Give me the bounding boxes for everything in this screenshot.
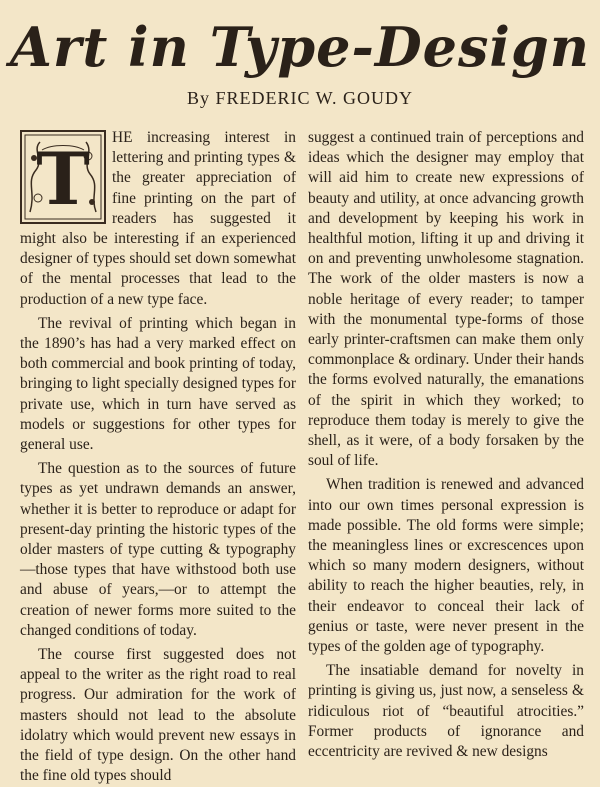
paragraph: HE increasing interest in lettering and printing types & the greater appreciation of fine printing on the part of readers has suggested it might also be interesting if an experienced designer of types should set down somewhat of the mental processes that lead to the production of a new type face. bbox=[20, 129, 296, 308]
author-byline: By FREDERIC W. GOUDY bbox=[186, 88, 414, 108]
drop-cap-letter: T bbox=[36, 136, 90, 221]
left-column bbox=[20, 128, 296, 785]
paragraph: suggest a continued train of perceptions and ideas which the designer may employ that will aid him to create new expressions of beauty and utility, at once advancing growth and development by keeping his work in healthful motion, lifting it up and driving it on and preventing unwholesome stagnation. The work of the older masters is now a noble heritage of every reader; to tamper with the monumental type-forms of those early printer-craftsmen can make them only commonplace & ordinary. Under their hands the forms evolved naturally, the emanations of the spirit in which they worked; to reproduce them today is merely to give the shell, as it were, of a body forsaken by the soul of life. bbox=[308, 129, 584, 470]
ornamental-drop-cap-icon bbox=[20, 130, 106, 224]
article-title: Art in Type-Design bbox=[10, 15, 590, 79]
paragraph: The question as to the sources of future types as yet undrawn demands an answer, whether it is better to reproduce or adapt for present-day printing the historic types of the older masters of type cutting & typography—those types that have withstood both use and abuse of years,—or to attempt the creation of newer forms more suited to the changed conditions of today. bbox=[20, 460, 296, 639]
paragraph: The course first suggested does not appeal to the writer as the right road to real progress. Our admiration for the work of masters should not lead to the absolute idolatry which would prevent new essays in the field of type design. On the other hand the fine old types should bbox=[20, 646, 296, 785]
paragraph: When tradition is renewed and advanced into our own times personal expression is made possible. The old forms were simple; the meaningless lines or excrescences upon which so many modern designers, without ability to reach the higher beauties, rely, in their endeavor to conceal their lack of genius or taste, were never present in the types of the golden age of typography. bbox=[308, 476, 584, 656]
right-column bbox=[308, 128, 584, 761]
paragraph: The revival of printing which began in the 1890’s has had a very marked effect on both commercial and book printing of today, bringing to light specially designed types for private use, which in turn have served as models or suggestions for other types for general use. bbox=[20, 314, 296, 454]
paragraph: The insatiable demand for novelty in printing is giving us, just now, a senseless & ridiculous riot of “beautiful atrocities.” Former products of ignorance and eccentricity are revived & new designs bbox=[308, 662, 584, 761]
